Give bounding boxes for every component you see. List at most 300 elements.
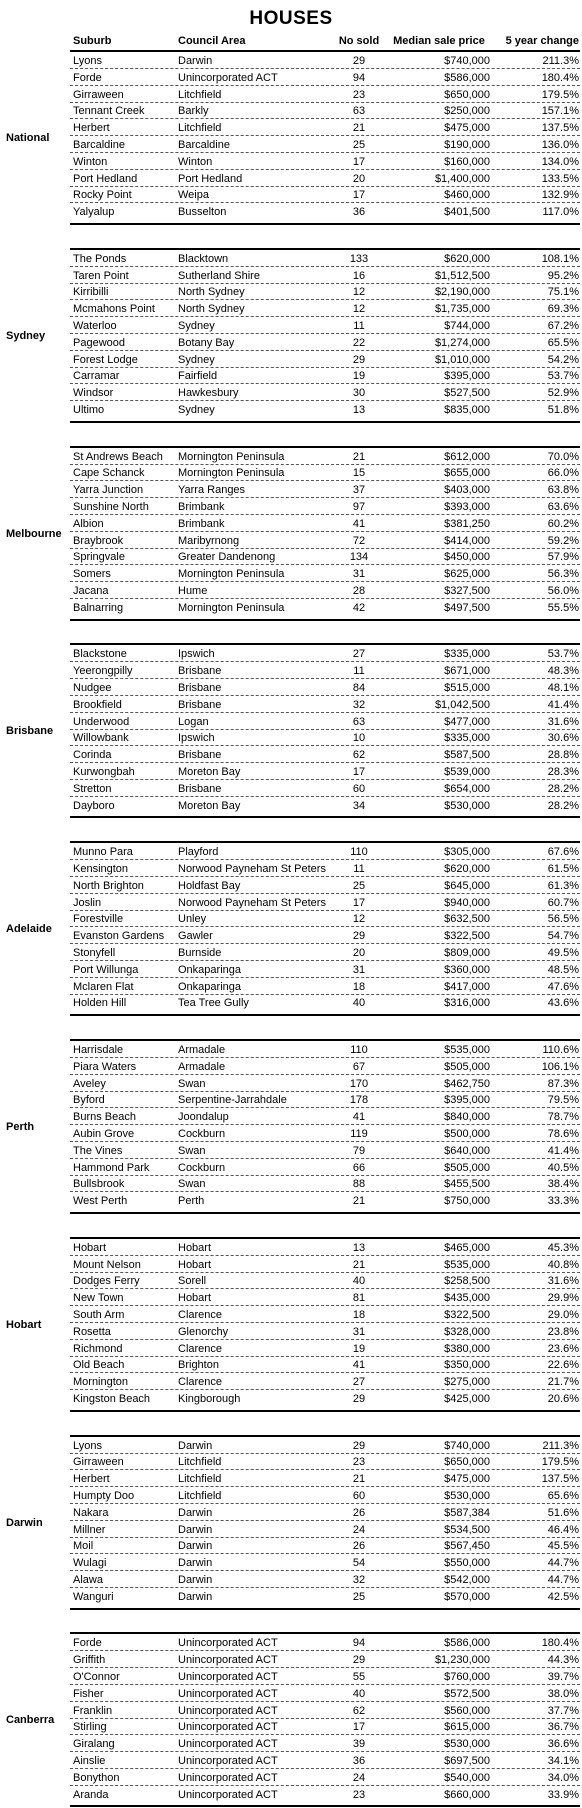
no-sold-cell: 110: [350, 1044, 368, 1056]
five-year-change-cell: 157.1%: [541, 105, 579, 118]
suburb-cell: Griffith: [73, 1654, 106, 1667]
no-sold-cell: 17: [352, 765, 366, 778]
five-year-change-cell: 110.6%: [542, 1044, 579, 1056]
suburb-cell: Balnarring: [73, 601, 124, 614]
no-sold-cell: 11: [353, 862, 365, 875]
table-row: [0, 1720, 582, 1734]
suburb-cell: South Arm: [73, 1308, 125, 1321]
median-price-cell: $160,000: [444, 155, 490, 168]
no-sold-cell: 41: [352, 1359, 366, 1372]
table-row: [0, 1653, 582, 1667]
median-price-cell: $654,000: [444, 782, 490, 795]
five-year-change-cell: 60.7%: [547, 896, 579, 909]
table-row: [0, 534, 582, 548]
header-council-area: Council Area: [178, 35, 246, 47]
five-year-change-cell: 179.5%: [541, 1456, 579, 1469]
table-row: [0, 715, 582, 729]
table-row: [0, 550, 582, 564]
table-row: [0, 252, 582, 266]
median-price-cell: $542,000: [444, 1573, 490, 1586]
five-year-change-cell: 28.2%: [547, 782, 579, 795]
council-area-cell: North Sydney: [178, 303, 245, 316]
section-national: [0, 50, 582, 226]
council-area-cell: Litchfield: [178, 1489, 222, 1502]
suburb-cell: Joslin: [73, 896, 102, 909]
no-sold-cell: 63: [352, 105, 366, 118]
council-area-cell: Unincorporated ACT: [178, 1721, 278, 1734]
no-sold-cell: 39: [352, 1738, 366, 1751]
table-row: [0, 929, 582, 943]
five-year-change-cell: 211.3%: [542, 55, 579, 67]
table-row: [0, 1439, 582, 1453]
council-area-cell: Unincorporated ACT: [178, 1687, 278, 1700]
median-price-cell: $809,000: [444, 946, 490, 959]
suburb-cell: Mclaren Flat: [73, 980, 134, 993]
five-year-change-cell: 31.6%: [547, 1275, 579, 1288]
median-price-cell: $1,230,000: [434, 1654, 490, 1667]
five-year-change-cell: 36.6%: [547, 1738, 579, 1751]
suburb-cell: Millner: [73, 1523, 106, 1536]
no-sold-cell: 60: [352, 1489, 366, 1502]
suburb-cell: Port Hedland: [73, 172, 138, 185]
median-price-cell: $1,010,000: [434, 353, 490, 366]
median-price-cell: $2,190,000: [434, 286, 490, 299]
no-sold-cell: 24: [352, 1771, 366, 1784]
median-price-cell: $328,000: [444, 1325, 490, 1338]
council-area-cell: Moreton Bay: [178, 765, 241, 778]
no-sold-cell: 67: [352, 1060, 366, 1073]
no-sold-cell: 32: [352, 1573, 366, 1586]
five-year-change-cell: 63.8%: [547, 484, 579, 497]
table-row: [0, 1754, 582, 1768]
suburb-cell: Yalyalup: [73, 206, 115, 219]
council-area-cell: Mornington Peninsula: [178, 568, 285, 581]
five-year-change-cell: 23.6%: [547, 1342, 579, 1355]
council-area-cell: Playford: [178, 846, 219, 859]
table-row: [0, 1375, 582, 1389]
median-price-cell: $395,000: [444, 1094, 490, 1107]
council-area-cell: Glenorchy: [178, 1325, 229, 1338]
table-row: [0, 121, 582, 135]
median-price-cell: $435,000: [444, 1292, 490, 1305]
table-row: [0, 1455, 582, 1469]
table-row: [0, 1144, 582, 1158]
table-row: [0, 466, 582, 480]
suburb-cell: Forde: [73, 1637, 102, 1650]
median-price-cell: $587,384: [444, 1506, 490, 1519]
five-year-change-cell: 34.0%: [547, 1771, 579, 1784]
median-price-cell: $465,000: [444, 1241, 490, 1254]
five-year-change-cell: 54.7%: [547, 930, 579, 943]
section-bottom-rule: [70, 223, 580, 225]
table-row: [0, 1489, 582, 1503]
section-sydney: [0, 248, 582, 424]
suburb-cell: Lyons: [73, 55, 102, 67]
median-price-cell: $697,500: [444, 1754, 490, 1767]
five-year-change-cell: 59.2%: [547, 534, 579, 547]
median-price-cell: $540,000: [444, 1771, 490, 1784]
suburb-cell: Blackstone: [73, 648, 127, 661]
council-area-cell: Blacktown: [178, 252, 229, 265]
no-sold-cell: 97: [352, 500, 366, 513]
council-area-cell: Kingborough: [178, 1392, 241, 1405]
median-price-cell: $660,000: [444, 1788, 490, 1801]
no-sold-cell: 72: [352, 534, 366, 547]
council-area-cell: Darwin: [178, 1590, 213, 1603]
median-price-cell: $940,000: [444, 896, 490, 909]
council-area-cell: Burnside: [178, 946, 222, 959]
five-year-change-cell: 47.6%: [547, 980, 579, 993]
council-area-cell: Swan: [178, 1178, 206, 1191]
suburb-cell: New Town: [73, 1292, 124, 1305]
five-year-change-cell: 29.9%: [547, 1292, 579, 1305]
table-row: [0, 1506, 582, 1520]
suburb-cell: Girraween: [73, 88, 124, 101]
council-area-cell: Litchfield: [178, 1473, 222, 1486]
suburb-cell: Rosetta: [73, 1325, 111, 1338]
council-area-cell: Cockburn: [178, 1161, 226, 1174]
suburb-cell: Franklin: [73, 1704, 113, 1717]
median-price-cell: $527,500: [444, 387, 490, 400]
median-price-cell: $632,500: [444, 913, 490, 926]
five-year-change-cell: 37.7%: [547, 1704, 579, 1717]
five-year-change-cell: 34.1%: [547, 1754, 579, 1767]
no-sold-cell: 19: [352, 1342, 366, 1355]
table-row: [0, 336, 582, 350]
council-area-cell: Sorell: [178, 1275, 207, 1288]
table-row: [0, 912, 582, 926]
table-row: [0, 172, 582, 186]
section-top-rule: [70, 50, 580, 52]
five-year-change-cell: 132.9%: [541, 189, 579, 202]
five-year-change-cell: 69.3%: [547, 303, 579, 316]
table-row: [0, 205, 582, 219]
five-year-change-cell: 28.3%: [547, 765, 579, 778]
suburb-cell: Girraween: [73, 1456, 124, 1469]
suburb-cell: North Brighton: [73, 879, 144, 892]
region-label: Canberra: [6, 1714, 55, 1727]
table-row: [0, 681, 582, 695]
council-area-cell: Swan: [178, 1077, 206, 1090]
no-sold-cell: 29: [352, 930, 366, 943]
table-row: [0, 946, 582, 960]
council-area-cell: Onkaparinga: [178, 980, 241, 993]
suburb-cell: Sunshine North: [73, 500, 149, 513]
section-top-rule: [70, 841, 580, 843]
section-top-rule: [70, 1435, 580, 1437]
five-year-change-cell: 52.9%: [547, 387, 579, 400]
section-bottom-rule: [70, 1212, 580, 1214]
table-row: [0, 1110, 582, 1124]
five-year-change-cell: 33.9%: [547, 1788, 579, 1801]
council-area-cell: Mornington Peninsula: [178, 467, 285, 480]
suburb-cell: Forestville: [73, 913, 124, 926]
section-bottom-rule: [70, 1608, 580, 1610]
five-year-change-cell: 44.7%: [547, 1573, 579, 1586]
section-top-rule: [70, 1632, 580, 1634]
median-price-cell: $380,000: [444, 1342, 490, 1355]
council-area-cell: Sydney: [178, 353, 215, 366]
table-row: [0, 879, 582, 893]
section-top-rule: [70, 248, 580, 250]
median-price-cell: $835,000: [444, 403, 490, 416]
council-area-cell: Darwin: [178, 1573, 213, 1586]
table-row: [0, 386, 582, 400]
suburb-cell: Giralang: [73, 1738, 115, 1751]
table-row: [0, 319, 582, 333]
table-row: [0, 104, 582, 118]
table-row: [0, 1687, 582, 1701]
table-row: [0, 500, 582, 514]
suburb-cell: Aubin Grove: [73, 1128, 135, 1140]
no-sold-cell: 22: [352, 336, 366, 349]
median-price-cell: $414,000: [444, 534, 490, 547]
header-median-sale-price: Median sale price: [393, 35, 485, 47]
no-sold-cell: 26: [352, 1540, 366, 1553]
suburb-cell: Port Willunga: [73, 963, 139, 976]
suburb-cell: Nudgee: [73, 681, 112, 694]
five-year-change-cell: 108.1%: [541, 252, 579, 265]
suburb-cell: Old Beach: [73, 1359, 125, 1372]
median-price-cell: $1,274,000: [434, 336, 490, 349]
suburb-cell: Willowbank: [73, 732, 129, 745]
median-price-cell: $620,000: [444, 252, 490, 265]
five-year-change-cell: 20.6%: [547, 1392, 579, 1405]
section-darwin: [0, 1435, 582, 1611]
table-row: [0, 731, 582, 745]
five-year-change-cell: 54.2%: [547, 353, 579, 366]
council-area-cell: Sydney: [178, 403, 215, 416]
council-area-cell: Port Hedland: [178, 172, 243, 185]
median-price-cell: $567,450: [444, 1540, 490, 1553]
five-year-change-cell: 67.6%: [547, 846, 579, 859]
no-sold-cell: 21: [352, 1195, 366, 1208]
suburb-cell: The Ponds: [73, 252, 127, 265]
five-year-change-cell: 180.4%: [541, 1637, 579, 1650]
five-year-change-cell: 56.5%: [547, 913, 579, 926]
council-area-cell: Darwin: [178, 1523, 213, 1536]
suburb-cell: Munno Para: [73, 846, 133, 859]
five-year-change-cell: 56.3%: [547, 568, 579, 581]
suburb-cell: Taren Point: [73, 269, 129, 282]
five-year-change-cell: 53.7%: [547, 370, 579, 383]
no-sold-cell: 79: [352, 1144, 366, 1157]
council-area-cell: Ipswich: [178, 732, 215, 745]
no-sold-cell: 94: [352, 71, 366, 84]
section-bottom-rule: [70, 619, 580, 621]
table-row: [0, 1325, 582, 1339]
five-year-change-cell: 67.2%: [547, 319, 579, 332]
five-year-change-cell: 51.8%: [547, 403, 579, 416]
five-year-change-cell: 48.1%: [547, 681, 579, 694]
section-bottom-rule: [70, 1014, 580, 1016]
median-price-cell: $505,000: [444, 1161, 490, 1174]
no-sold-cell: 16: [352, 269, 366, 282]
median-price-cell: $401,500: [444, 206, 490, 219]
five-year-change-cell: 38.0%: [547, 1687, 579, 1700]
suburb-cell: Rocky Point: [73, 189, 132, 202]
five-year-change-cell: 38.4%: [547, 1178, 579, 1191]
section-bottom-rule: [70, 1410, 580, 1412]
council-area-cell: Darwin: [178, 1557, 213, 1570]
suburb-cell: Mount Nelson: [73, 1258, 141, 1271]
no-sold-cell: 11: [353, 665, 365, 678]
section-perth: [0, 1039, 582, 1215]
council-area-cell: Maribyrnong: [178, 534, 240, 547]
council-area-cell: Unincorporated ACT: [178, 1704, 278, 1717]
table-row: [0, 664, 582, 678]
median-price-cell: $395,000: [444, 370, 490, 383]
header-suburb: Suburb: [73, 35, 112, 47]
section-top-rule: [70, 1039, 580, 1041]
section-brisbane: [0, 643, 582, 819]
no-sold-cell: 25: [352, 1590, 366, 1603]
five-year-change-cell: 79.5%: [547, 1094, 579, 1107]
council-area-cell: Unley: [178, 913, 207, 926]
suburb-cell: Lyons: [73, 1439, 102, 1452]
five-year-change-cell: 66.0%: [547, 467, 579, 480]
table-row: [0, 1342, 582, 1356]
council-area-cell: Armadale: [178, 1060, 226, 1073]
suburb-cell: Forest Lodge: [73, 353, 138, 366]
five-year-change-cell: 41.4%: [547, 698, 579, 711]
council-area-cell: Litchfield: [178, 122, 222, 135]
section-top-rule: [70, 1237, 580, 1239]
table-row: [0, 1291, 582, 1305]
no-sold-cell: 134: [349, 551, 369, 564]
table-row: [0, 1392, 582, 1406]
header-5-year-change: 5 year change: [505, 35, 579, 47]
five-year-change-cell: 45.3%: [547, 1241, 579, 1254]
council-area-cell: Darwin: [178, 1506, 213, 1519]
median-price-cell: $620,000: [444, 862, 490, 875]
table-row: [0, 1523, 582, 1537]
region-label: National: [6, 132, 50, 144]
no-sold-cell: 29: [352, 353, 366, 366]
table-row: [0, 799, 582, 813]
five-year-change-cell: 61.5%: [547, 862, 579, 875]
five-year-change-cell: 78.7%: [547, 1111, 579, 1124]
five-year-change-cell: 133.5%: [541, 172, 579, 185]
no-sold-cell: 18: [352, 980, 366, 993]
council-area-cell: Unincorporated ACT: [178, 1771, 278, 1784]
median-price-cell: $671,000: [444, 665, 490, 678]
five-year-change-cell: 53.7%: [547, 648, 579, 661]
council-area-cell: Sydney: [178, 319, 215, 332]
suburb-cell: Jacana: [73, 584, 109, 597]
five-year-change-cell: 75.1%: [547, 286, 579, 299]
suburb-cell: Richmond: [73, 1342, 123, 1355]
suburb-cell: Ainslie: [73, 1754, 106, 1767]
suburb-cell: Herbert: [73, 122, 110, 135]
council-area-cell: Norwood Payneham St Peters: [178, 862, 326, 875]
table-row: [0, 1539, 582, 1553]
suburb-cell: Harrisdale: [73, 1044, 124, 1056]
table-row: [0, 269, 582, 283]
suburb-cell: Winton: [73, 155, 108, 168]
median-price-cell: $417,000: [444, 980, 490, 993]
table-row: [0, 996, 582, 1010]
suburb-cell: Somers: [73, 568, 111, 581]
table-row: [0, 1258, 582, 1272]
no-sold-cell: 25: [352, 879, 366, 892]
suburb-cell: Mcmahons Point: [73, 303, 155, 316]
council-area-cell: Brisbane: [178, 749, 222, 762]
five-year-change-cell: 57.9%: [547, 551, 579, 564]
council-area-cell: Gawler: [178, 930, 213, 943]
suburb-cell: Waterloo: [73, 319, 117, 332]
council-area-cell: Fairfield: [178, 370, 218, 383]
council-area-cell: Hume: [178, 584, 208, 597]
five-year-change-cell: 36.7%: [547, 1721, 579, 1734]
council-area-cell: Norwood Payneham St Peters: [178, 896, 326, 909]
five-year-change-cell: 70.0%: [547, 450, 579, 463]
council-area-cell: Tea Tree Gully: [178, 997, 249, 1010]
no-sold-cell: 23: [352, 1788, 366, 1801]
no-sold-cell: 20: [352, 946, 366, 959]
suburb-cell: St Andrews Beach: [73, 450, 163, 463]
five-year-change-cell: 23.8%: [547, 1325, 579, 1338]
median-price-cell: $625,000: [444, 568, 490, 581]
council-area-cell: Clarence: [178, 1376, 223, 1389]
council-area-cell: Darwin: [178, 1540, 213, 1553]
council-area-cell: Clarence: [178, 1308, 223, 1321]
suburb-cell: Ultimo: [73, 403, 105, 416]
suburb-cell: Nakara: [73, 1506, 109, 1519]
no-sold-cell: 40: [352, 997, 366, 1010]
council-area-cell: Busselton: [178, 206, 227, 219]
council-area-cell: Ipswich: [178, 648, 215, 661]
suburb-cell: Evanston Gardens: [73, 930, 165, 943]
median-price-cell: $316,000: [444, 997, 490, 1010]
council-area-cell: Litchfield: [178, 88, 222, 101]
suburb-cell: Hammond Park: [73, 1161, 150, 1174]
five-year-change-cell: 55.5%: [547, 601, 579, 614]
council-area-cell: Weipa: [178, 189, 209, 202]
no-sold-cell: 27: [352, 648, 366, 661]
median-price-cell: $450,000: [444, 551, 490, 564]
no-sold-cell: 15: [352, 467, 366, 480]
section-bottom-rule: [70, 1805, 580, 1807]
suburb-cell: Stonyfell: [73, 946, 116, 959]
table-row: [0, 1771, 582, 1785]
median-price-cell: $840,000: [444, 1111, 490, 1124]
no-sold-cell: 12: [352, 286, 366, 299]
median-price-cell: $539,000: [444, 765, 490, 778]
council-area-cell: Moreton Bay: [178, 799, 241, 812]
council-area-cell: Unincorporated ACT: [178, 1637, 278, 1650]
suburb-cell: Burns Beach: [73, 1111, 136, 1124]
table-row: [0, 1194, 582, 1208]
no-sold-cell: 36: [352, 1754, 366, 1767]
suburb-cell: Braybrook: [73, 534, 124, 547]
five-year-change-cell: 48.3%: [547, 665, 579, 678]
no-sold-cell: 11: [353, 319, 365, 332]
suburb-cell: Aranda: [73, 1788, 109, 1801]
council-area-cell: Brisbane: [178, 782, 222, 795]
five-year-change-cell: 136.0%: [541, 139, 579, 151]
table-row: [0, 353, 582, 367]
no-sold-cell: 21: [352, 122, 366, 135]
no-sold-cell: 34: [352, 799, 366, 812]
council-area-cell: Brimbank: [178, 500, 225, 513]
table-row: [0, 1358, 582, 1372]
no-sold-cell: 18: [352, 1308, 366, 1321]
five-year-change-cell: 51.6%: [547, 1506, 579, 1519]
council-area-cell: Logan: [178, 715, 209, 728]
table-row: [0, 1636, 582, 1650]
council-area-cell: Hobart: [178, 1258, 212, 1271]
